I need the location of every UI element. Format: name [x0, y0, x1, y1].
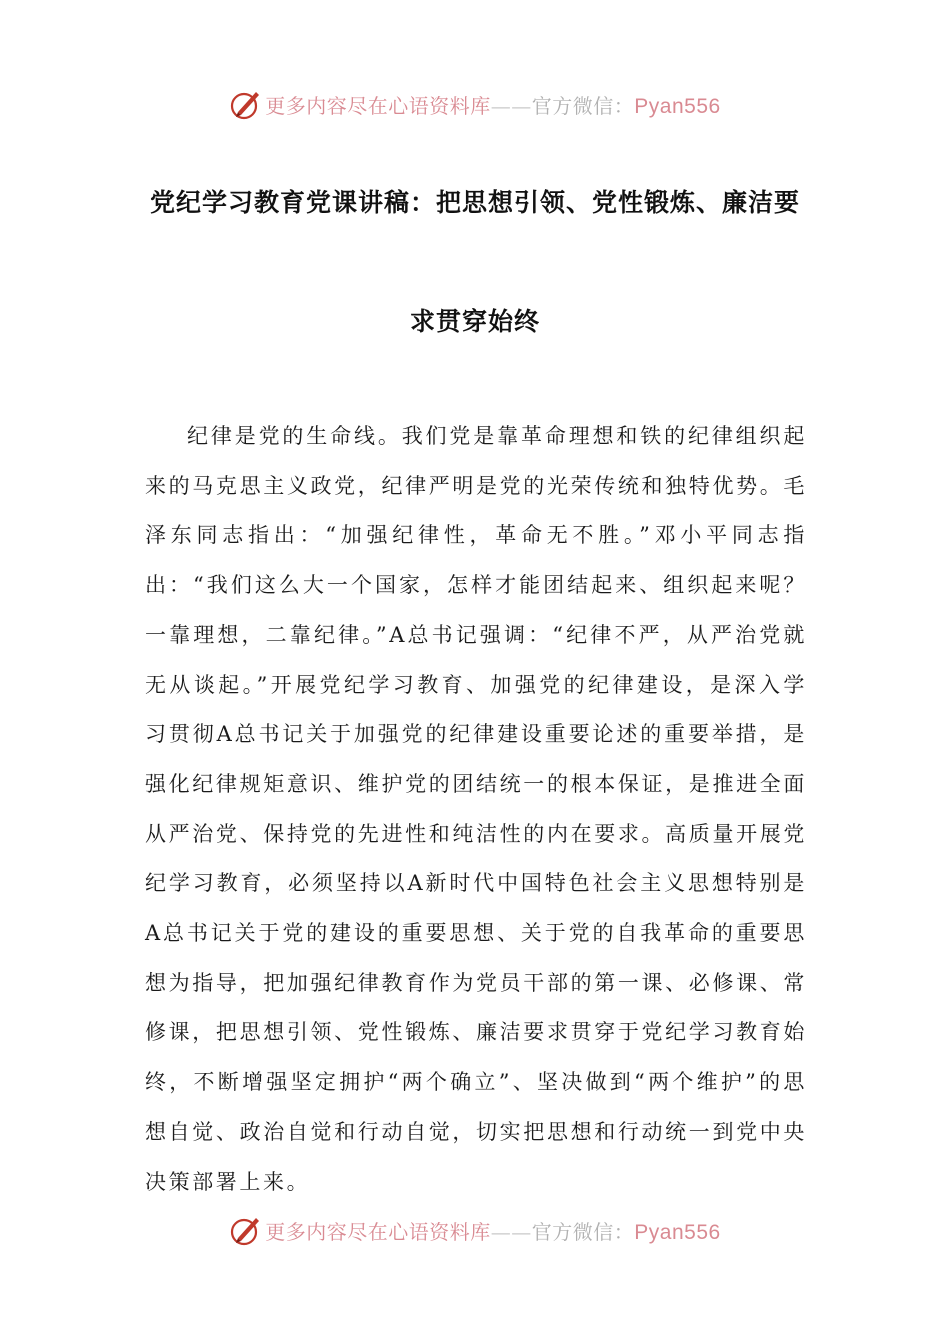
header-banner: [0, 84, 950, 124]
footer-brand-text: 更多内容尽在心语资料库: [265, 1219, 491, 1244]
header-separator: ——: [490, 93, 532, 118]
header-wechat-label: 官方微信：: [531, 93, 635, 118]
footer-banner: [0, 1210, 950, 1250]
footer-separator: ——: [490, 1219, 532, 1244]
header-wechat-id: Pyan556: [634, 94, 721, 118]
header-brand-text: 更多内容尽在心语资料库: [265, 93, 491, 118]
footer-wechat-id: Pyan556: [634, 1220, 721, 1244]
document-title-line1: 党纪学习教育党课讲稿：把思想引领、党性锻炼、廉洁要: [149, 188, 800, 217]
document-title-line2: 求贯穿始终: [409, 307, 540, 336]
pen-seal-icon: [229, 87, 263, 121]
footer-brand-line: [265, 1216, 720, 1245]
document-body: [145, 412, 807, 1207]
pen-seal-icon: [229, 1213, 263, 1247]
body-paragraph: 纪律是党的生命线。我们党是靠革命理想和铁的纪律组织起来的马克思主义政党，纪律严明是党的光荣传统和独特优势。毛泽东同志指出：“加强纪律性，革命无不胜。”邓小平同志指出：“我们这么大一个国家，怎样才能团结起来、组织起来呢？一靠理想，二靠纪律。”A总书记强调：“纪律不严，从严治党就无从谈起。”开展党纪学习教育、加强党的纪律建设，是深入学习贯彻A总书记关于加强党的纪律建设重要论述的重要举措，是强化纪律规矩意识、维护党的团结统一的根本保证，是推进全面从严治党、保持党的先进性和纯洁性的内在要求。高质量开展党纪学习教育，必须坚持以A新时代中国特色社会主义思想特别是A总书记关于党的建设的重要思想、关于党的自我革命的重要思想为指导，把加强纪律教育作为党员干部的第一课、必修课、常修课，把思想引领、党性锻炼、廉洁要求贯穿于党纪学习教育始终，不断增强坚定拥护“两个确立”、坚决做到“两个维护”的思想自觉、政治自觉和行动自觉，切实把思想和行动统一到党中央决策部署上来。: [145, 424, 807, 1194]
footer-wechat-label: 官方微信：: [531, 1219, 635, 1244]
header-brand-line: [265, 90, 720, 119]
